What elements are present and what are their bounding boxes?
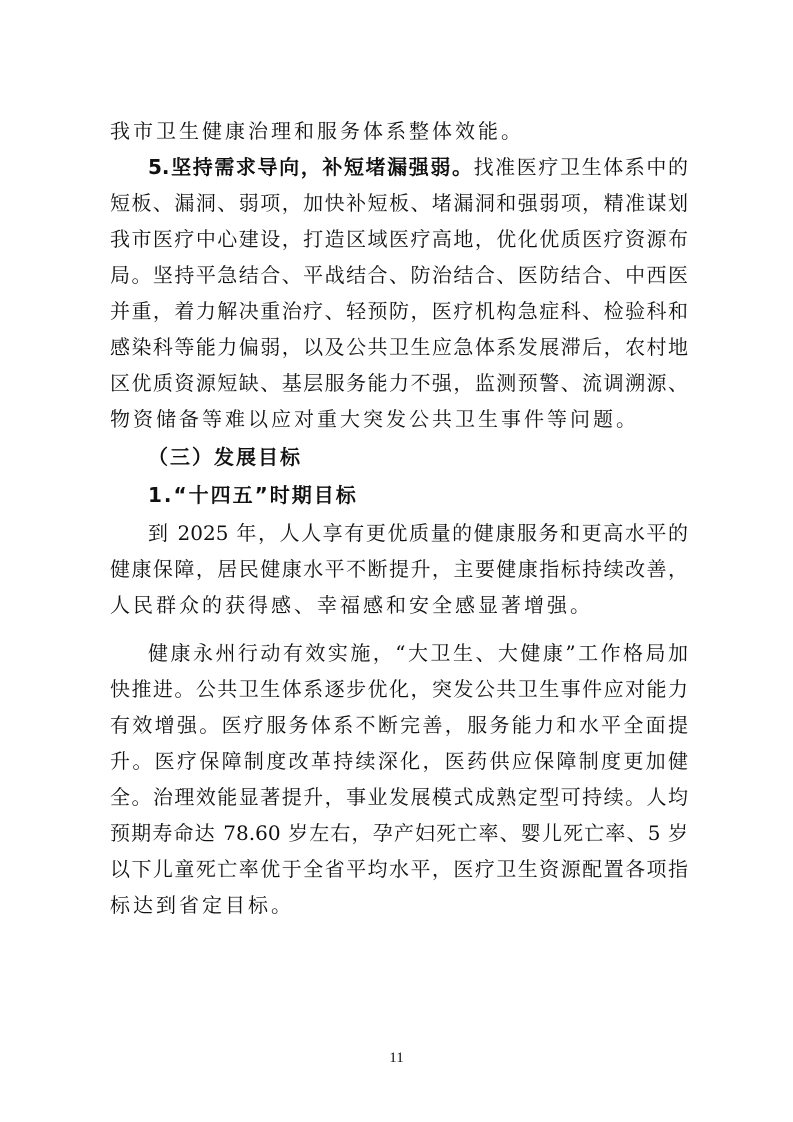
body-line: 并重，着力解决重治疗、轻预防，医疗机构急症科、检验科和 [110,299,688,323]
body-line: 预期寿命达 78.60 岁左右，孕产妇死亡率、婴儿死亡率、5 岁 [110,821,688,845]
body-line: 物资储备等难以应对重大突发公共卫生事件等问题。 [110,407,639,431]
body-line: 标达到省定目标。 [110,893,294,917]
body-line: 人民群众的获得感、幸福感和安全感显著增强。 [110,593,593,617]
body-line: 我市医疗中心建设，打造区域医疗高地，优化优质医疗资源布 [110,227,688,251]
body-line: 到 2025 年，人人享有更优质量的健康服务和更高水平的 [148,521,688,545]
body-line: 区优质资源短缺、基层服务能力不强，监测预警、流调溯源、 [110,371,688,395]
page-number: 11 [389,1050,404,1066]
body-line: 以下儿童死亡率优于全省平均水平，医疗卫生资源配置各项指 [110,857,688,881]
subsection-heading: 1.“十四五”时期目标 [148,483,358,507]
principle-5-line [148,153,688,181]
body-line: 健康保障，居民健康水平不断提升，主要健康指标持续改善， [110,557,688,581]
body-line: 感染科等能力偏弱，以及公共卫生应急体系发展滞后，农村地 [110,335,688,359]
body-line: 全。治理效能显著提升，事业发展模式成熟定型可持续。人均 [110,785,688,809]
body-line: 健康永州行动有效实施，“大卫生、大健康”工作格局加 [148,641,688,665]
body-line: 升。医疗保障制度改革持续深化，医药供应保障制度更加健 [110,749,688,773]
section-heading: （三）发展目标 [148,445,302,469]
body-line: 短板、漏洞、弱项，加快补短板、堵漏洞和强弱项，精准谋划 [110,191,688,215]
body-line-text: 找准医疗卫生体系中的 [473,155,689,179]
body-line: 快推进。公共卫生体系逐步优化，突发公共卫生事件应对能力 [110,677,688,701]
body-line: 我市卫生健康治理和服务体系整体效能。 [110,119,524,143]
body-line: 有效增强。医疗服务体系不断完善，服务能力和水平全面提 [110,713,688,737]
body-line: 局。坚持平急结合、平战结合、防治结合、医防结合、中西医 [110,263,688,287]
principle-5-heading: 5.坚持需求导向，补短堵漏强弱。 [148,155,474,179]
